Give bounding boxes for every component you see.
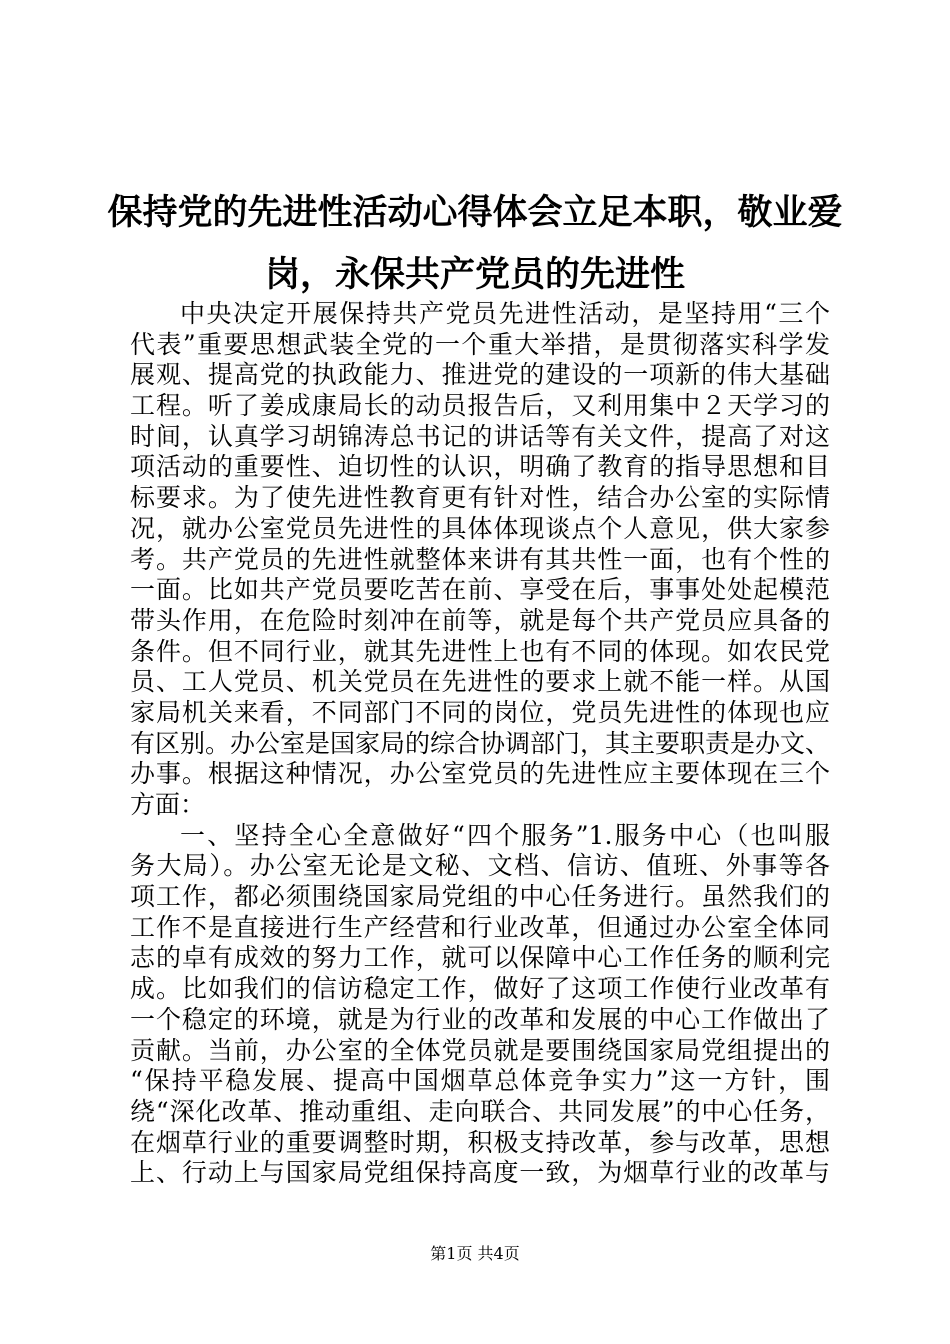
page-footer: 第1页 共4页 xyxy=(430,1244,520,1263)
document-title: 保持党的先进性活动心得体会立足本职，敬业爱岗，永保共产党员的先进性 xyxy=(107,192,843,295)
text-line: 上、行动上与国家局党组保持高度一致，为烟草行业的改革与 xyxy=(130,1158,830,1188)
text-line: 况，就办公室党员先进性的具体体现谈点个人意见，供大家参 xyxy=(130,513,830,543)
text-line: “保持平稳发展、提高中国烟草总体竞争实力”这一方针，围 xyxy=(130,1066,830,1096)
text-line: 方面： xyxy=(130,790,206,819)
text-line: 标要求。为了使先进性教育更有针对性，结合办公室的实际情 xyxy=(130,483,830,513)
text-line: 贡献。当前，办公室的全体党员就是要围绕国家局党组提出的 xyxy=(130,1035,830,1065)
text-line: 成。比如我们的信访稳定工作，做好了这项工作使行业改革有 xyxy=(130,974,830,1004)
text-line: 家局机关来看，不同部门不同的岗位，党员先进性的体现也应 xyxy=(130,697,830,727)
text-line: 项工作，都必须围绕国家局党组的中心任务进行。虽然我们的 xyxy=(130,882,830,912)
text-line: 一面。比如共产党员要吃苦在前、享受在后，事事处处起模范 xyxy=(130,575,830,605)
text-line: 办事。根据这种情况，办公室党员的先进性应主要体现在三个 xyxy=(130,759,830,789)
text-line: 工作不是直接进行生产经营和行业改革，但通过办公室全体同 xyxy=(130,912,830,942)
text-line: 带头作用，在危险时刻冲在前等，就是每个共产党员应具备的 xyxy=(130,605,830,635)
text-line: 务大局）。办公室无论是文秘、文档、信访、值班、外事等各 xyxy=(130,851,830,881)
text-line: 代表”重要思想武装全党的一个重大举措，是贯彻落实科学发 xyxy=(130,329,830,359)
text-line: 中央决定开展保持共产党员先进性活动，是坚持用“三个 xyxy=(180,299,830,328)
text-line: 工程。听了姜成康局长的动员报告后，又利用集中２天学习的 xyxy=(130,391,830,421)
text-line: 绕“深化改革、推动重组、走向联合、共同发展”的中心任务， xyxy=(130,1096,830,1126)
text-line: 一个稳定的环境，就是为行业的改革和发展的中心工作做出了 xyxy=(130,1004,830,1034)
text-line: 条件。但不同行业，就其先进性上也有不同的体现。如农民党 xyxy=(130,636,830,666)
text-line: 一、坚持全心全意做好“四个服务”1.服务中心（也叫服 xyxy=(180,820,830,850)
paragraph xyxy=(130,299,830,821)
text-line: 考。共产党员的先进性就整体来讲有其共性一面，也有个性的 xyxy=(130,544,830,574)
document-body xyxy=(130,299,830,1189)
paragraph xyxy=(130,821,830,1189)
text-line: 项活动的重要性、迫切性的认识，明确了教育的指导思想和目 xyxy=(130,452,830,482)
text-line: 时间，认真学习胡锦涛总书记的讲话等有关文件，提高了对这 xyxy=(130,421,830,451)
text-line: 展观、提高党的执政能力、推进党的建设的一项新的伟大基础 xyxy=(130,360,830,390)
text-line: 在烟草行业的重要调整时期，积极支持改革，参与改革，思想 xyxy=(130,1127,830,1157)
text-line: 有区别。办公室是国家局的综合协调部门，其主要职责是办文、 xyxy=(130,728,831,758)
text-line: 员、工人党员、机关党员在先进性的要求上就不能一样。从国 xyxy=(130,667,830,697)
text-line: 志的卓有成效的努力工作，就可以保障中心工作任务的顺利完 xyxy=(130,943,830,973)
